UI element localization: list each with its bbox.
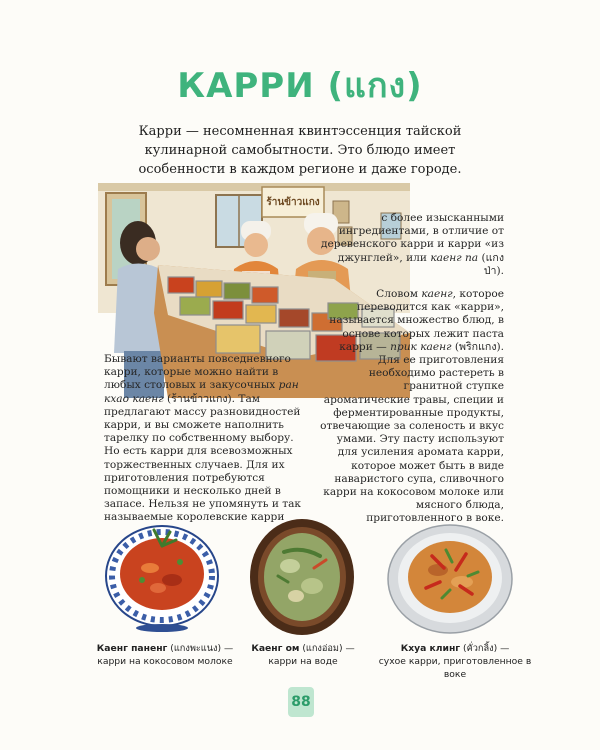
term-ran-khao-kaeng: ран кхао каенг <box>104 379 299 405</box>
dish-kaeng-om-illustration <box>248 516 356 638</box>
page-title: КАРРИ (แกง) <box>177 66 423 106</box>
article-right-paragraph-1: с более изысканными ингредиентами, в отличие от деревенского карри и карри «из джунглей», или каенг па (แกงป่า). <box>321 212 504 277</box>
page-number-badge: 88 <box>288 687 314 717</box>
dish-caption-kaeng-om: Каенг ом (แกงอ่อม) — карри на воде <box>251 643 355 667</box>
article-right-column <box>318 212 504 526</box>
term-kaeng-pa: каенг па <box>430 251 479 264</box>
article-left-column <box>104 353 306 525</box>
dish-caption-panang: Каенг паненг (แกงพะแนง) — карри на кокосовом молоке <box>96 643 234 667</box>
intro-paragraph: Карри — несомненная квинтэссенция тайской кулинарной самобытности. Это блюдо имеет особенности в каждом регионе и даже городе. <box>138 124 462 177</box>
dish-description: карри на воде <box>268 656 338 667</box>
dish-description: сухое карри, приготовленное в воке <box>378 656 532 680</box>
shop-sign-text: ร้านข้าวแกง <box>266 197 320 208</box>
article-left-paragraph: Бывают варианты повседневного карри, которые можно найти в любых столовых и закусочных ран кхао каенг (ร้านข้าวแกง). Там предлагают массу разновидностей карри, и вы сможете наполнить тарелку по собственному выбору. Но есть карри для всевозможных торжественных случаев. Для их приготовления потребуются помощники и несколько дней в запасе. Нельзя не упомянуть и так называемые королевские карри <box>104 353 302 524</box>
dish-caption-khua-kling: Кхуа клинг (คั่วกลิ้ง) — сухое карри, приготовленное в воке <box>378 643 532 680</box>
term-prik-kaeng: прик каенг <box>390 340 452 353</box>
dish-khua-kling-illustration <box>386 522 514 636</box>
dish-panang-illustration <box>100 518 225 636</box>
term-kaeng: каенг <box>421 288 453 301</box>
dish-name: Кхуа клинг <box>400 643 461 654</box>
dish-name: Каенг ом <box>251 643 300 654</box>
dish-description: карри на кокосовом молоке <box>97 656 233 667</box>
dish-name: Каенг паненг <box>96 643 168 654</box>
article-right-paragraph-2: Словом каенг, которое переводится как «карри», называется множество блюд, в основе которых лежит паста карри — прик каенг (พริกแกง). Для ее приготовления необходимо растереть в гранитной ступке ароматические травы, специи и ферментированные продукты, отвечающие за соленость и вкус умами. Эту пасту используют для усиления аромата карри, которое может быть в виде наваристого супа, сливочного карри на кокосовом молоке или мясного блюда, приготовленного в воке. <box>320 288 504 525</box>
